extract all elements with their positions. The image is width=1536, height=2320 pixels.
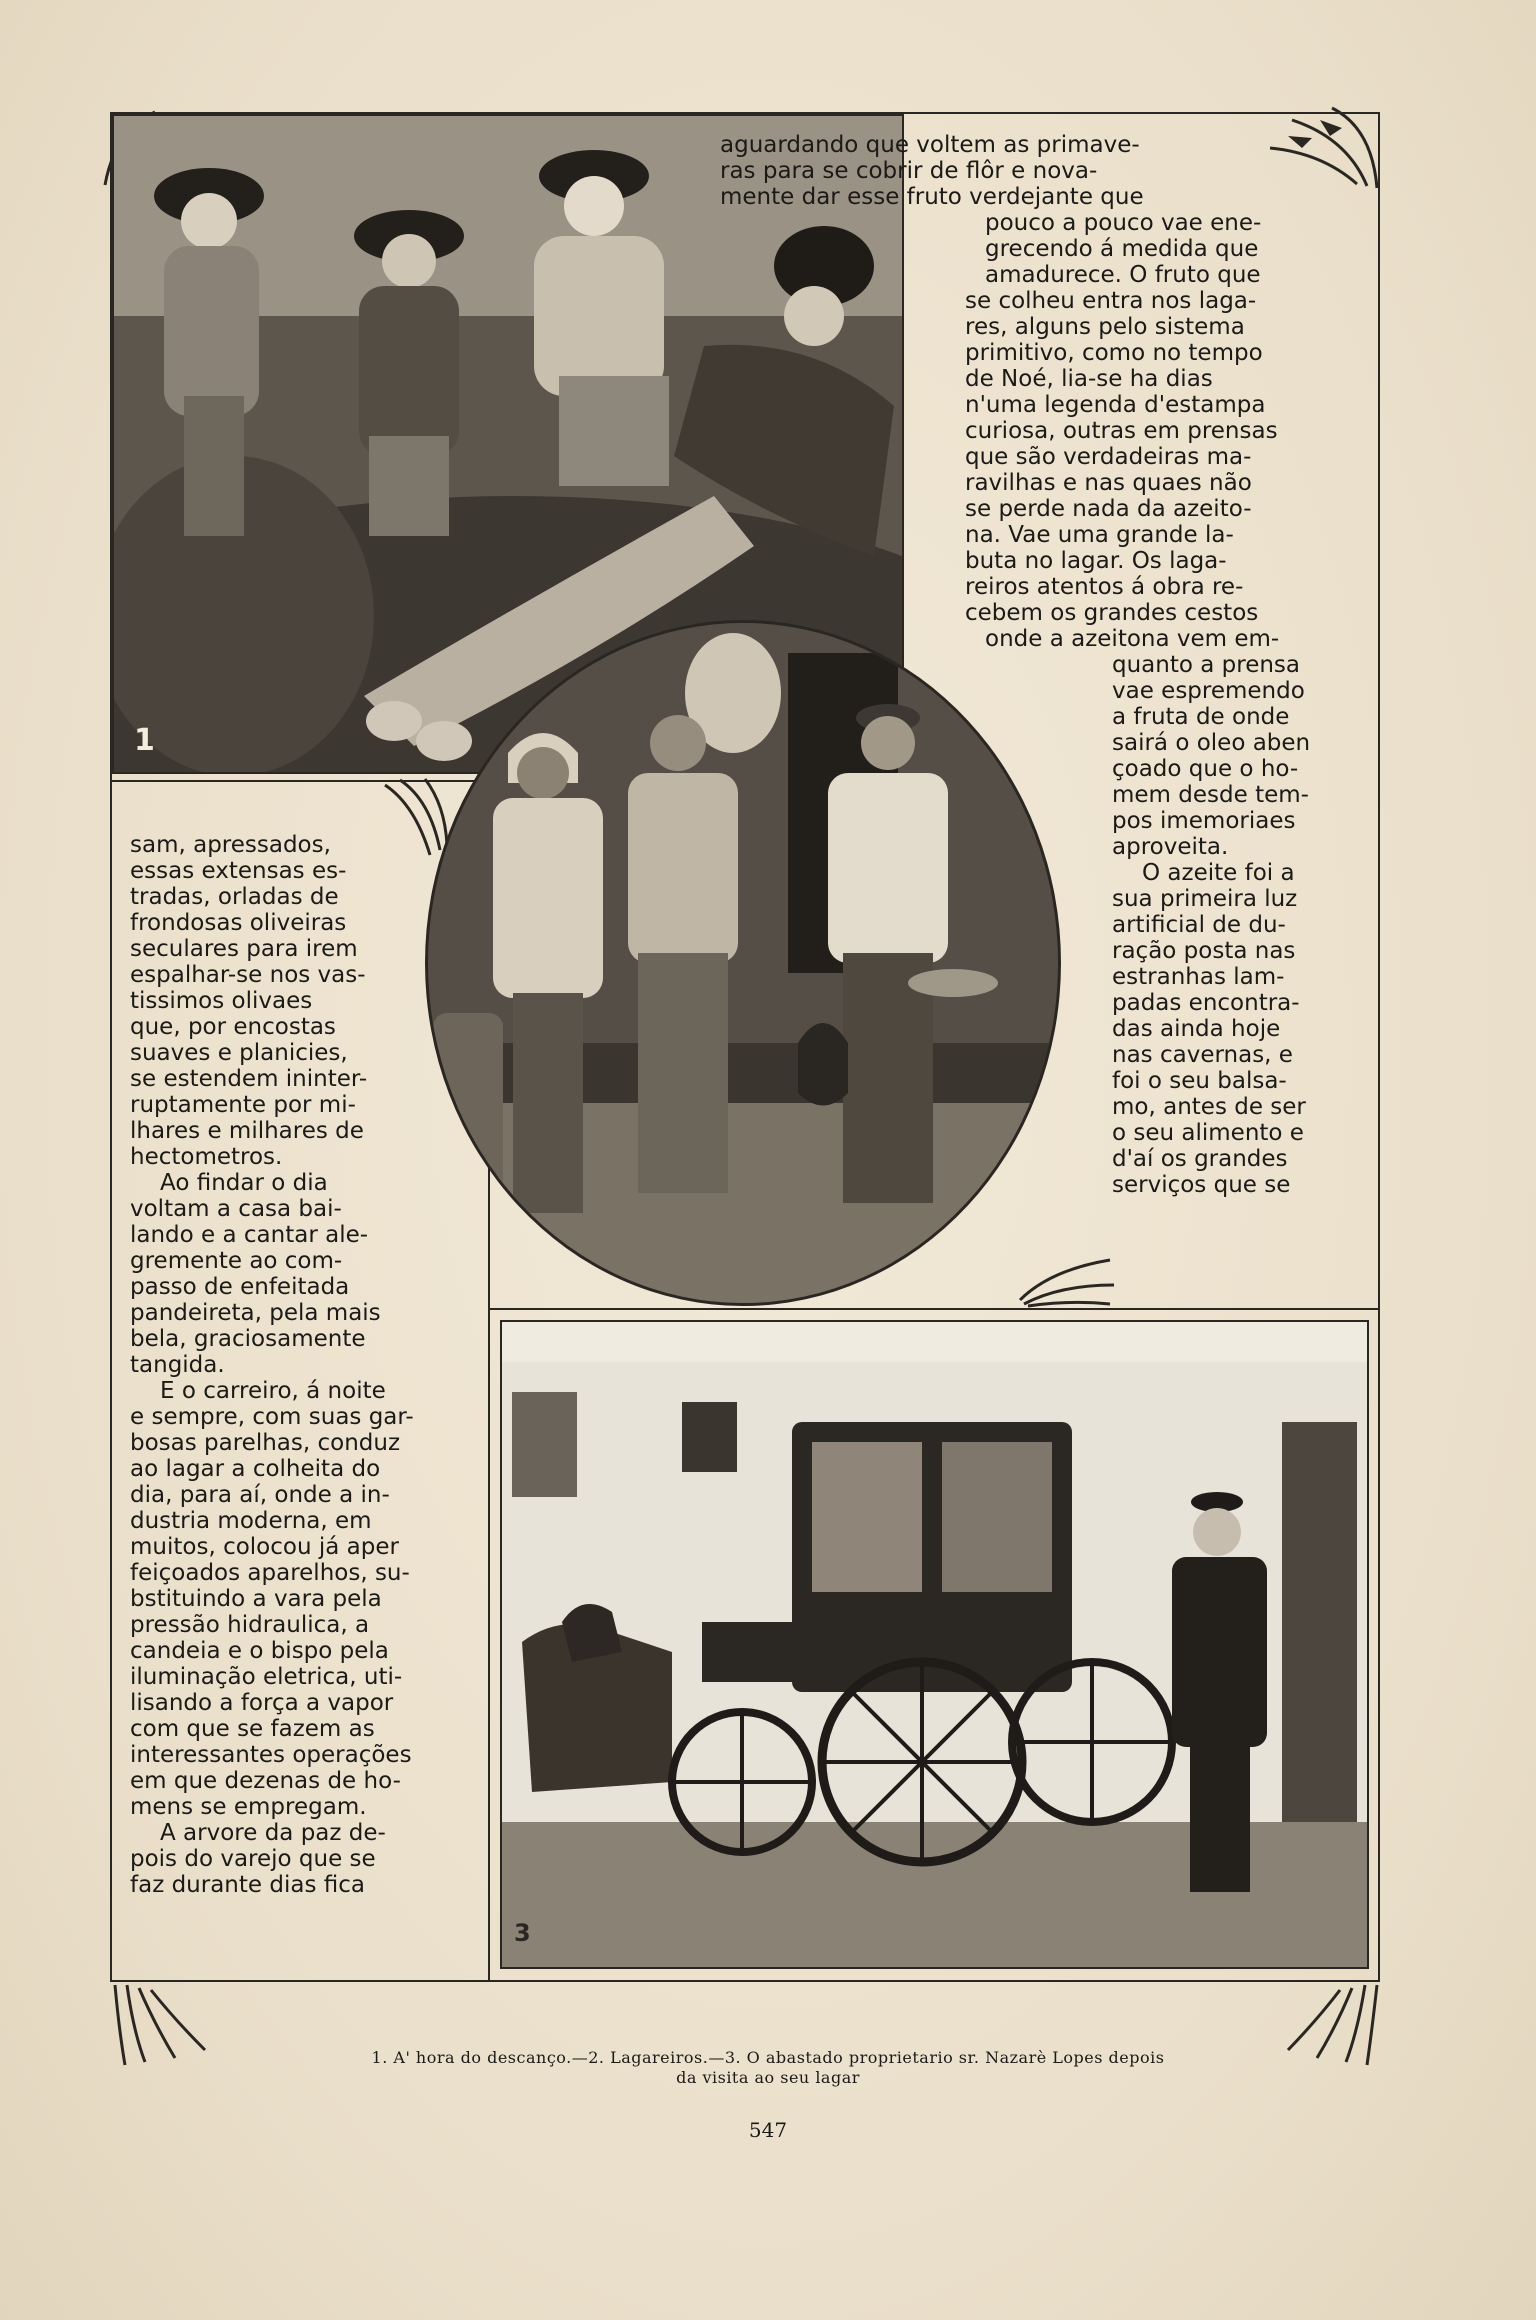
left-line-27: dustria moderna, em [130,1508,372,1534]
right-line-21: quanto a prensa [1112,652,1301,678]
left-line-4: frondosas oliveiras [130,910,347,936]
right-line-17: buta no lagar. Os laga- [965,548,1227,574]
right-column-text-narrow [985,210,1345,288]
left-line-22: E o carreiro, á noite [160,1378,386,1404]
right-line-31: artificial de du- [1112,912,1286,938]
left-line-14: Ao findar o dia [160,1170,328,1196]
left-line-41: faz durante dias fica [130,1872,365,1898]
right-line-19: cebem os grandes cestos [965,600,1259,626]
right-line-27: pos imemoriaes [1112,808,1296,834]
photo-owner-carriage-number: 3 [514,1919,531,1947]
left-line-12: lhares e milhares de [130,1118,364,1144]
frame-lower-horizontal [490,1308,1380,1310]
right-line-38: mo, antes de ser [1112,1094,1306,1120]
left-line-31: pressão hidraulica, a [130,1612,370,1638]
right-line-26: mem desde tem- [1112,782,1309,808]
right-line-28: aproveita. [1112,834,1229,860]
right-line-32: ração posta nas [1112,938,1296,964]
right-line-20: onde a azeitona vem em- [985,626,1280,652]
left-line-3: tradas, orladas de [130,884,339,910]
right-column-text [720,132,1360,210]
right-line-1: aguardando que voltem as primave- [720,132,1140,158]
left-line-10: se estendem ininter- [130,1066,368,1092]
right-line-39: o seu alimento e [1112,1120,1304,1146]
left-line-24: bosas parelhas, conduz [130,1430,401,1456]
left-line-8: que, por encostas [130,1014,336,1040]
right-column-text-taper1 [985,626,1345,652]
right-line-22: vae espremendo [1112,678,1305,704]
photo-press-workers-scene [428,623,1058,1303]
left-line-36: interessantes operações [130,1742,412,1768]
right-line-24: sairá o oleo aben [1112,730,1311,756]
figure-caption-line-1: 1. A' hora do descanço.—2. Lagareiros.—3. O abastado proprietario sr. Nazarè Lopes depois [371,2048,1165,2067]
left-line-38: mens se empregam. [130,1794,367,1820]
photo-rest-hour-number: 1 [134,723,155,758]
left-line-15: voltam a casa bai- [130,1196,342,1222]
frame-bottom-line [110,1980,1380,1982]
left-line-40: pois do varejo que se [130,1846,376,1872]
left-line-25: ao lagar a colheita do [130,1456,381,1482]
left-line-18: passo de enfeitada [130,1274,350,1300]
right-line-16: na. Vae uma grande la- [965,522,1234,548]
left-line-23: e sempre, com suas gar- [130,1404,414,1430]
page-number: 547 [748,2118,788,2142]
left-line-11: ruptamente por mi- [130,1092,356,1118]
right-line-3: mente dar esse fruto verdejante que [720,184,1144,210]
right-line-41: serviços que se [1112,1172,1291,1198]
corner-ornament-bottom-left [105,1980,215,2070]
left-line-21: tangida. [130,1352,225,1378]
frame-right-line [1378,112,1380,1982]
left-line-33: iluminação eletrica, uti- [130,1664,403,1690]
right-line-37: foi o seu balsa- [1112,1068,1287,1094]
figure-caption-line-2: da visita ao seu lagar [676,2068,860,2087]
right-line-33: estranhas lam- [1112,964,1285,990]
left-line-2: essas extensas es- [130,858,347,884]
sprig-ornament-mid-right [1010,1240,1120,1310]
left-line-35: com que se fazem as [130,1716,375,1742]
left-line-26: dia, para aí, onde a in- [130,1482,390,1508]
left-line-5: seculares para irem [130,936,358,962]
left-line-39: A arvore da paz de- [160,1820,386,1846]
right-line-12: curiosa, outras em prensas [965,418,1278,444]
left-line-37: em que dezenas de ho- [130,1768,401,1794]
right-line-11: n'uma legenda d'estampa [965,392,1266,418]
right-line-30: sua primeira luz [1112,886,1298,912]
left-line-20: bela, graciosamente [130,1326,366,1352]
left-line-1: sam, apressados, [130,832,331,858]
right-line-14: ravilhas e nas quaes não [965,470,1252,496]
right-line-2: ras para se cobrir de flôr e nova- [720,158,1098,184]
left-line-34: lisando a força a vapor [130,1690,394,1716]
right-line-10: de Noé, lia-se ha dias [965,366,1213,392]
right-column-text-taper2 [1112,652,1345,1198]
right-line-15: se perde nada da azeito- [965,496,1252,522]
photo-press-workers-number: 2 [518,1255,537,1285]
right-line-4: pouco a pouco vae ene- [985,210,1262,236]
left-line-13: hectometros. [130,1144,283,1170]
right-line-36: nas cavernas, e [1112,1042,1293,1068]
left-line-29: feiçoados aparelhos, su- [130,1560,410,1586]
photo-press-workers [425,620,1061,1306]
right-line-35: das ainda hoje [1112,1016,1281,1042]
right-line-18: reiros atentos á obra re- [965,574,1244,600]
left-line-16: lando e a cantar ale- [130,1222,369,1248]
right-line-7: se colheu entra nos laga- [965,288,1257,314]
right-line-34: padas encontra- [1112,990,1300,1016]
right-line-40: d'aí os grandes [1112,1146,1288,1172]
left-line-7: tissimos olivaes [130,988,313,1014]
figure-caption [200,2048,1336,2088]
left-line-9: suaves e planicies, [130,1040,348,1066]
left-line-19: pandeireta, pela mais [130,1300,381,1326]
right-line-23: a fruta de onde [1112,704,1290,730]
left-line-32: candeia e o bispo pela [130,1638,389,1664]
right-line-25: çoado que o ho- [1112,756,1299,782]
right-line-6: amadurece. O fruto que [985,262,1261,288]
right-line-5: grecendo á medida que [985,236,1259,262]
right-line-8: res, alguns pelo sistema [965,314,1245,340]
photo-owner-carriage-scene [502,1322,1367,1967]
left-line-30: bstituindo a vara pela [130,1586,382,1612]
right-line-9: primitivo, como no tempo [965,340,1263,366]
right-line-29: O azeite foi a [1142,860,1295,886]
right-line-13: que são verdadeiras ma- [965,444,1252,470]
photo-owner-carriage [500,1320,1369,1969]
left-line-6: espalhar-se nos vas- [130,962,366,988]
left-column-text [130,832,460,1898]
right-column-text-mid [965,288,1345,626]
left-line-28: muitos, colocou já aper [130,1534,399,1560]
left-line-17: gremente ao com- [130,1248,343,1274]
